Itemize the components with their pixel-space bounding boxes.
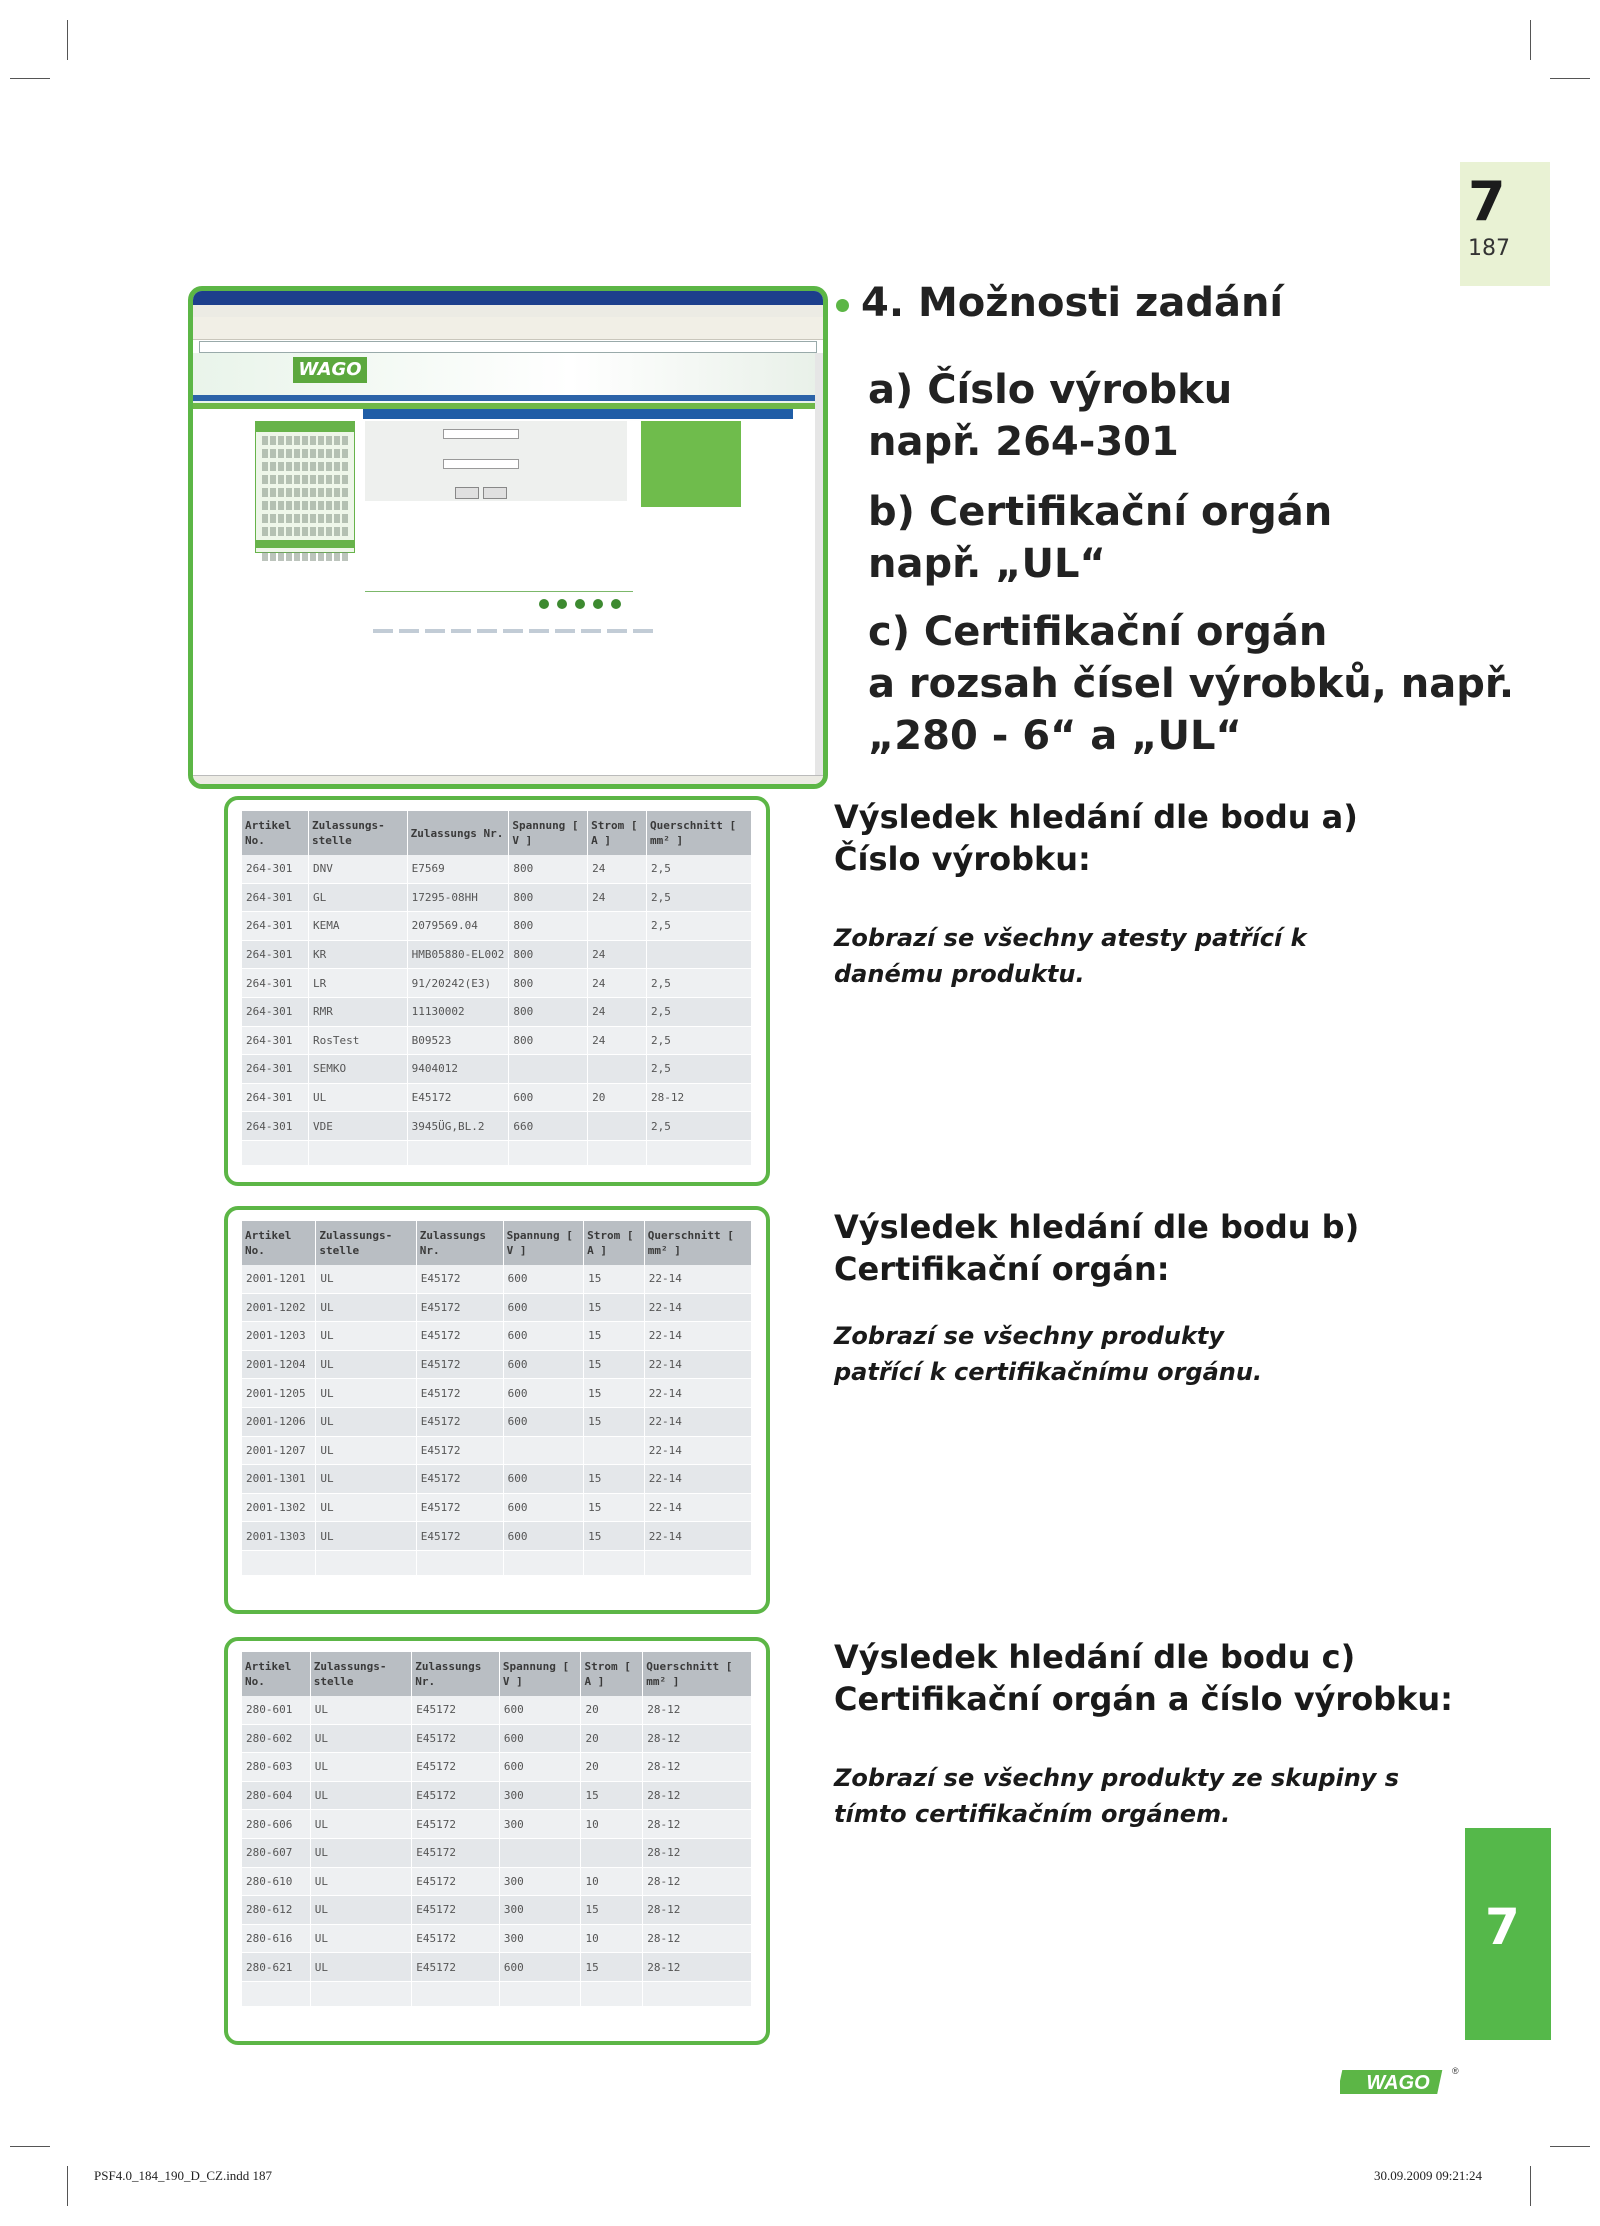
table-cell: UL (316, 1465, 416, 1494)
table-cell: UL (316, 1407, 416, 1436)
table-cell: 24 (588, 997, 647, 1026)
table-cell: E45172 (416, 1379, 503, 1408)
table-row (242, 1781, 752, 1810)
browser-toolbar (193, 317, 823, 340)
table-cell: E45172 (412, 1953, 500, 1982)
wago-logo (1340, 2062, 1460, 2102)
result-c-heading: Výsledek hledání dle bodu c) Certifikační orgán a číslo výrobku: (834, 1638, 1453, 1718)
table-row (242, 1550, 752, 1575)
table-cell: 15 (584, 1493, 645, 1522)
table-cell: 15 (584, 1465, 645, 1494)
table-row (242, 1026, 752, 1055)
table-cell: 2001-1204 (242, 1350, 316, 1379)
table-row (242, 1810, 752, 1839)
table-cell: 22-14 (644, 1493, 751, 1522)
table-cell: SEMKO (308, 1055, 407, 1084)
table-cell: DNV (308, 855, 407, 883)
table-cell: 28-12 (643, 1696, 752, 1724)
table-cell: 11130002 (407, 997, 509, 1026)
table-row (242, 883, 752, 912)
table-cell: 300 (499, 1810, 581, 1839)
table-cell: E45172 (416, 1350, 503, 1379)
table-header: Querschnitt [ mm² ] (644, 1221, 751, 1265)
table-cell: E45172 (412, 1810, 500, 1839)
table-cell: UL (310, 1724, 412, 1753)
table-cell: 2,5 (647, 883, 752, 912)
table-header: Strom [ A ] (588, 811, 647, 855)
table-cell: 280-612 (242, 1896, 310, 1925)
table-row (242, 1838, 752, 1867)
table-cell: KR (308, 940, 407, 969)
site-right-box (641, 421, 741, 507)
table-cell: 2,5 (647, 1112, 752, 1141)
table-cell: 20 (581, 1696, 643, 1724)
table-cell: 280-603 (242, 1753, 310, 1782)
table-cell: HMB05880-EL002 (407, 940, 509, 969)
table-cell: VDE (308, 1112, 407, 1141)
table-row (242, 1465, 752, 1494)
table-header: Artikel No. (242, 811, 308, 855)
table-cell: GL (308, 883, 407, 912)
table-row (242, 1493, 752, 1522)
table-cell: E45172 (407, 1083, 509, 1112)
divider (365, 591, 633, 592)
table-cell: 600 (499, 1724, 581, 1753)
table-cell: 300 (499, 1867, 581, 1896)
table-cell: UL (310, 1953, 412, 1982)
table-cell: 300 (499, 1896, 581, 1925)
table-cell: 20 (581, 1724, 643, 1753)
table-cell: 300 (499, 1924, 581, 1953)
table-cell: 280-607 (242, 1838, 310, 1867)
table-cell: E45172 (416, 1465, 503, 1494)
table-cell: 28-12 (643, 1924, 752, 1953)
table-cell: 600 (503, 1322, 583, 1351)
table-cell: 22-14 (644, 1265, 751, 1293)
table-cell (588, 1055, 647, 1084)
table-cell: 280-604 (242, 1781, 310, 1810)
site-left-nav (255, 421, 355, 553)
result-b-heading: Výsledek hledání dle bodu b) Certifikační orgán: (834, 1208, 1360, 1288)
table-cell: 280-616 (242, 1924, 310, 1953)
table-cell: 800 (509, 912, 588, 941)
table-header: Spannung [ V ] (499, 1652, 581, 1696)
table-cell: 28-12 (643, 1896, 752, 1925)
site-navbar (363, 409, 793, 419)
wago-logo: WAGO (293, 357, 367, 383)
table-row (242, 1322, 752, 1351)
table-cell: 600 (509, 1083, 588, 1112)
table-cell: UL (310, 1810, 412, 1839)
table-cell: E45172 (416, 1493, 503, 1522)
address-bar (199, 341, 817, 353)
table-cell: 28-12 (643, 1753, 752, 1782)
search-input-certifier (443, 459, 519, 469)
table-cell: 22-14 (644, 1407, 751, 1436)
table-cell: 15 (584, 1293, 645, 1322)
table-row (242, 1896, 752, 1925)
table-cell: 600 (499, 1753, 581, 1782)
table-cell: 280-606 (242, 1810, 310, 1839)
table-cell: 10 (581, 1810, 643, 1839)
table-cell: 10 (581, 1924, 643, 1953)
table-cell (509, 1055, 588, 1084)
option-a: a) Číslo výrobku např. 264-301 (868, 367, 1233, 465)
table-cell: 22-14 (644, 1293, 751, 1322)
table-row (242, 912, 752, 941)
table-cell: UL (308, 1083, 407, 1112)
nav-dot (575, 599, 585, 609)
table-cell: 22-14 (644, 1350, 751, 1379)
table-cell: 2,5 (647, 1026, 752, 1055)
table-cell: 3945ÜG,BL.2 (407, 1112, 509, 1141)
crop-mark (1530, 2166, 1531, 2206)
table-cell: 800 (509, 1026, 588, 1055)
table-cell: E45172 (412, 1781, 500, 1810)
table-cell: 800 (509, 940, 588, 969)
table-cell: UL (310, 1924, 412, 1953)
table-cell: 28-12 (643, 1838, 752, 1867)
svg-text:®: ® (1452, 2066, 1459, 2076)
table-cell: 600 (503, 1350, 583, 1379)
table-row (242, 1724, 752, 1753)
table-cell (584, 1436, 645, 1465)
table-cell: 264-301 (242, 912, 308, 941)
table-cell: E45172 (412, 1753, 500, 1782)
table-row (242, 1055, 752, 1084)
table-cell: 91/20242(E3) (407, 969, 509, 998)
table-cell: 800 (509, 883, 588, 912)
chapter-number: 7 (1468, 170, 1506, 233)
nav-dot (611, 599, 621, 609)
table-cell: UL (316, 1293, 416, 1322)
table-header: Strom [ A ] (581, 1652, 643, 1696)
table-cell: 15 (584, 1350, 645, 1379)
table-cell: E45172 (412, 1724, 500, 1753)
nav-dot (557, 599, 567, 609)
table-row (242, 855, 752, 883)
table-cell: 15 (584, 1379, 645, 1408)
table-header: Strom [ A ] (584, 1221, 645, 1265)
table-cell: 2,5 (647, 997, 752, 1026)
table-header: Zulassungs Nr. (407, 811, 509, 855)
table-cell: 2,5 (647, 855, 752, 883)
table-cell: E45172 (416, 1436, 503, 1465)
table-cell: E45172 (412, 1896, 500, 1925)
crop-mark (1530, 20, 1531, 60)
option-c: c) Certifikační orgán a rozsah čísel výrobků, např. „280 - 6“ a „UL“ (868, 609, 1515, 759)
table-cell: 2001-1207 (242, 1436, 316, 1465)
result-table-a (224, 796, 770, 1186)
table-row (242, 1867, 752, 1896)
crop-mark (10, 78, 50, 79)
table-cell: UL (310, 1896, 412, 1925)
table-cell: 264-301 (242, 883, 308, 912)
table-cell: 15 (584, 1322, 645, 1351)
table-row (242, 940, 752, 969)
table-cell: 600 (503, 1265, 583, 1293)
table-header: Zulassungs Nr. (416, 1221, 503, 1265)
table-cell: 28-12 (643, 1867, 752, 1896)
table-cell: 264-301 (242, 1026, 308, 1055)
crop-mark (1550, 78, 1590, 79)
table-cell: E45172 (412, 1696, 500, 1724)
table-row (242, 1696, 752, 1724)
table-cell: 2,5 (647, 969, 752, 998)
table-cell: UL (316, 1436, 416, 1465)
table-cell: E45172 (416, 1522, 503, 1551)
svg-text:WAGO: WAGO (1366, 2072, 1430, 2094)
table-cell: RMR (308, 997, 407, 1026)
table-cell: E45172 (416, 1322, 503, 1351)
table-cell: E45172 (416, 1407, 503, 1436)
table-cell: 2001-1205 (242, 1379, 316, 1408)
table-row (242, 1083, 752, 1112)
chapter-tab (1460, 162, 1550, 286)
table-cell: 10 (581, 1867, 643, 1896)
result-a-description: Zobrazí se všechny atesty patřící k danému produktu. (834, 924, 1307, 988)
find-button (455, 487, 479, 499)
table-cell: 24 (588, 969, 647, 998)
table-cell: 280-602 (242, 1724, 310, 1753)
table-cell: 2001-1201 (242, 1265, 316, 1293)
browser-scrollbar (815, 353, 823, 776)
table-cell (588, 912, 647, 941)
table-cell: 2001-1203 (242, 1322, 316, 1351)
table-cell: 600 (503, 1522, 583, 1551)
table-cell: E45172 (416, 1293, 503, 1322)
website-screenshot (188, 286, 828, 789)
section-heading: 4. Možnosti zadání (836, 280, 1283, 326)
table-cell: 264-301 (242, 969, 308, 998)
table-cell: 264-301 (242, 997, 308, 1026)
table-header: Spannung [ V ] (509, 811, 588, 855)
table-cell: 264-301 (242, 1112, 308, 1141)
table-row (242, 1293, 752, 1322)
table-cell: 20 (581, 1753, 643, 1782)
table-cell: UL (310, 1838, 412, 1867)
table-row (242, 1924, 752, 1953)
table-cell: UL (316, 1322, 416, 1351)
table-cell: 600 (503, 1407, 583, 1436)
table-cell: 28-12 (643, 1724, 752, 1753)
table-cell (503, 1436, 583, 1465)
table-cell: 2001-1303 (242, 1522, 316, 1551)
table-cell: 28-12 (643, 1781, 752, 1810)
table-row (242, 1350, 752, 1379)
table-row (242, 1265, 752, 1293)
table-cell: 22-14 (644, 1379, 751, 1408)
table-row (242, 1953, 752, 1982)
table-cell: UL (316, 1522, 416, 1551)
table-cell: UL (316, 1350, 416, 1379)
bullet-icon (836, 299, 849, 312)
table-cell: 24 (588, 855, 647, 883)
result-a-heading: Výsledek hledání dle bodu a) Číslo výrobku: (834, 798, 1358, 878)
table-cell: 2001-1202 (242, 1293, 316, 1322)
table-cell: 2001-1302 (242, 1493, 316, 1522)
table-cell: 28-12 (643, 1953, 752, 1982)
table-cell: 280-610 (242, 1867, 310, 1896)
table-cell: 264-301 (242, 855, 308, 883)
table-cell: UL (316, 1379, 416, 1408)
table-cell: 2001-1206 (242, 1407, 316, 1436)
table-cell: 2001-1301 (242, 1465, 316, 1494)
table-cell: 22-14 (644, 1322, 751, 1351)
table-header: Zulassungs-stelle (316, 1221, 416, 1265)
table-cell: 264-301 (242, 940, 308, 969)
table-cell: 264-301 (242, 1083, 308, 1112)
table-cell: LR (308, 969, 407, 998)
browser-statusbar (193, 775, 823, 784)
table-cell (499, 1838, 581, 1867)
crop-mark (1550, 2146, 1590, 2147)
table-header: Artikel No. (242, 1652, 310, 1696)
table-row (242, 1981, 752, 2006)
browser-titlebar (193, 291, 823, 305)
table-row (242, 1436, 752, 1465)
table-cell (647, 940, 752, 969)
table-cell: 264-301 (242, 1055, 308, 1084)
banner-stripe-blue (193, 395, 823, 401)
table-header: Spannung [ V ] (503, 1221, 583, 1265)
crop-mark (67, 2166, 68, 2206)
table-cell: E7569 (407, 855, 509, 883)
table-cell: 9404012 (407, 1055, 509, 1084)
nav-dot (593, 599, 603, 609)
site-footer-links (373, 629, 653, 633)
table-cell: E45172 (412, 1867, 500, 1896)
table-cell: UL (316, 1493, 416, 1522)
page-number: 187 (1468, 236, 1510, 261)
search-input-product (443, 429, 519, 439)
result-table-c (224, 1637, 770, 2045)
delete-button (483, 487, 507, 499)
table-header: Zulassungs-stelle (310, 1652, 412, 1696)
table-cell: RosTest (308, 1026, 407, 1055)
table-row (242, 1407, 752, 1436)
table-header: Querschnitt [ mm² ] (643, 1652, 752, 1696)
table-row (242, 969, 752, 998)
table-cell: E45172 (412, 1838, 500, 1867)
table-cell: 600 (503, 1493, 583, 1522)
table-cell (581, 1838, 643, 1867)
table-cell: 17295-08HH (407, 883, 509, 912)
option-b: b) Certifikační orgán např. „UL“ (868, 489, 1333, 587)
table-row (242, 1379, 752, 1408)
table-cell (588, 1112, 647, 1141)
table-cell: 280-621 (242, 1953, 310, 1982)
table-cell: 15 (584, 1265, 645, 1293)
table-cell: 2079569.04 (407, 912, 509, 941)
table-cell: 15 (581, 1781, 643, 1810)
table-cell: UL (310, 1867, 412, 1896)
table-cell: 15 (581, 1953, 643, 1982)
table-cell: 15 (584, 1407, 645, 1436)
table-cell: E45172 (412, 1924, 500, 1953)
result-table-b (224, 1206, 770, 1614)
table-cell: 24 (588, 940, 647, 969)
table-cell: 20 (588, 1083, 647, 1112)
table-cell: 660 (509, 1112, 588, 1141)
table-cell: B09523 (407, 1026, 509, 1055)
table-row (242, 1112, 752, 1141)
table-cell: 28-12 (647, 1083, 752, 1112)
nav-dot (539, 599, 549, 609)
result-c-description: Zobrazí se všechny produkty ze skupiny s tímto certifikačním orgánem. (834, 1764, 1400, 1828)
table-cell: 2,5 (647, 1055, 752, 1084)
table-header: Artikel No. (242, 1221, 316, 1265)
table-cell: 24 (588, 1026, 647, 1055)
table-cell: 280-601 (242, 1696, 310, 1724)
print-slug-date: 30.09.2009 09:21:24 (1374, 2168, 1482, 2183)
result-b-description: Zobrazí se všechny produkty patřící k certifikačnímu orgánu. (834, 1322, 1263, 1386)
table-cell: 22-14 (644, 1522, 751, 1551)
table-cell: UL (310, 1696, 412, 1724)
table-cell: 600 (503, 1379, 583, 1408)
table-cell: 24 (588, 883, 647, 912)
table-row (242, 1522, 752, 1551)
table-cell: 28-12 (643, 1810, 752, 1839)
crop-mark (10, 2146, 50, 2147)
table-header: Querschnitt [ mm² ] (647, 811, 752, 855)
table-cell: 800 (509, 969, 588, 998)
table-row (242, 997, 752, 1026)
table-row (242, 1140, 752, 1165)
table-cell: 15 (584, 1522, 645, 1551)
crop-mark (67, 20, 68, 60)
table-cell: 600 (503, 1293, 583, 1322)
table-cell: KEMA (308, 912, 407, 941)
table-row (242, 1753, 752, 1782)
table-cell: UL (310, 1781, 412, 1810)
table-cell: UL (316, 1265, 416, 1293)
table-cell: 600 (503, 1465, 583, 1494)
table-cell: UL (310, 1753, 412, 1782)
table-cell: 15 (581, 1896, 643, 1925)
print-slug-file: PSF4.0_184_190_D_CZ.indd 187 (94, 2168, 273, 2183)
table-cell: 22-14 (644, 1465, 751, 1494)
table-cell: 600 (499, 1953, 581, 1982)
table-cell: E45172 (416, 1265, 503, 1293)
table-header: Zulassungs Nr. (412, 1652, 500, 1696)
side-chapter-number: 7 (1485, 1898, 1520, 1956)
table-header: Zulassungs-stelle (308, 811, 407, 855)
table-cell: 800 (509, 997, 588, 1026)
table-cell: 600 (499, 1696, 581, 1724)
table-cell: 22-14 (644, 1436, 751, 1465)
table-cell: 2,5 (647, 912, 752, 941)
side-chapter-tab (1465, 1828, 1551, 2040)
table-cell: 800 (509, 855, 588, 883)
table-cell: 300 (499, 1781, 581, 1810)
